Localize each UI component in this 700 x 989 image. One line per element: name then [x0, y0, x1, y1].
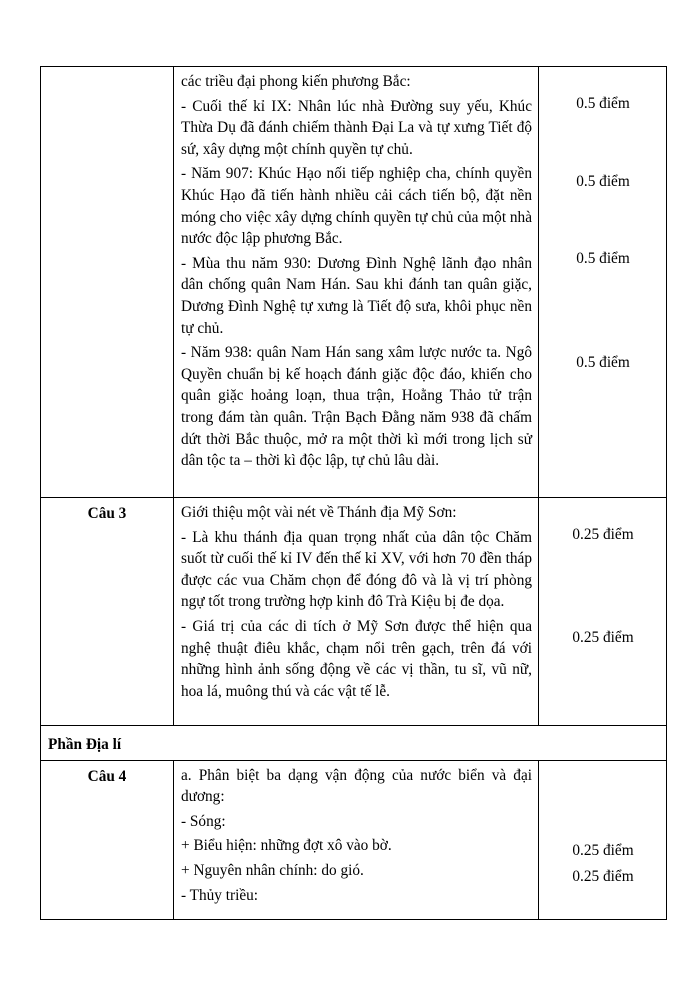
answer-line: - Thủy triều:: [181, 886, 259, 904]
score-value: 0.25 điểm: [572, 841, 634, 859]
score-value: 0.25 điểm: [572, 526, 634, 543]
score-value: 0.5 điểm: [576, 250, 630, 267]
answer-line: - Mùa thu năm 930: Dương Đình Nghệ lãnh đạo nhân dân chống quân Nam Hán. Sau khi đánh tan quân giặc, Dương Đình Nghệ tự xưng là Tiết độ sưa, khôi phục nền tự chủ.: [181, 254, 532, 337]
answer-line: các triều đại phong kiến phương Bắc:: [181, 73, 411, 90]
answer-line: - Sóng:: [181, 812, 226, 830]
table-row-question-4: [41, 760, 667, 919]
score-value: 0.5 điểm: [576, 173, 630, 190]
score-value: 0.5 điểm: [576, 354, 630, 371]
score-value: 0.25 điểm: [572, 629, 634, 646]
table-row-question-3: [41, 498, 667, 726]
question-label-cell: [41, 67, 174, 498]
score-value: 0.5 điểm: [576, 95, 630, 112]
answer-line: Giới thiệu một vài nét về Thánh địa Mỹ Sơn:: [181, 504, 457, 521]
table-row-continuation: [41, 67, 667, 498]
score-cell: [539, 498, 667, 726]
question-label: Câu 4: [41, 760, 174, 919]
answer-content-cell: [174, 498, 539, 726]
answer-line: - Giá trị của các di tích ở Mỹ Sơn được thể hiện qua nghệ thuật điêu khắc, chạm nổi trên gạch, trên đá với những hình ảnh sống động về các vị thần, tu sĩ, vũ nữ, hoa lá, muông thú và các vật tế lễ.: [181, 617, 532, 700]
answer-line: - Năm 907: Khúc Hạo nối tiếp nghiệp cha, chính quyền Khúc Hạo đã tiến hành nhiều cải cách tiến bộ, đặt nền móng cho việc xây dựng chính quyền tự chủ của một nhà nước độc lập phương Bắc.: [181, 165, 532, 248]
answer-table: [40, 66, 667, 920]
answer-line: - Năm 938: quân Nam Hán sang xâm lược nước ta. Ngô Quyền chuẩn bị kế hoạch đánh giặc độc đáo, khiến cho quân giặc hoảng loạn, thua trận, Hoằng Thảo tử trận trong đám tàn quân. Trận Bạch Đằng năm 938 đã chấm dứt thời Bắc thuộc, mở ra một thời kì mới trong lịch sử dân tộc ta – thời kì độc lập, tự chủ lâu dài.: [181, 344, 532, 470]
score-cell: [539, 67, 667, 498]
score-value: 0.25 điểm: [572, 867, 634, 885]
score-cell: [539, 760, 667, 919]
answer-line: - Là khu thánh địa quan trọng nhất của dân tộc Chăm suốt từ cuối thế kỉ IV đến thế kỉ XV, với hơn 70 đền tháp được các vua Chăm chọn để đóng đô và là vị trí phòng ngự tốt trong trường hợp kinh đô Trà Kiệu bị đe dọa.: [181, 528, 532, 611]
section-title: Phần Địa lí: [41, 726, 667, 761]
answer-line: + Biểu hiện: những đợt xô vào bờ.: [181, 837, 392, 855]
answer-content-cell: [174, 67, 539, 498]
question-label: Câu 3: [41, 498, 174, 726]
answer-content-cell: [174, 760, 539, 919]
section-header-row: [41, 726, 667, 761]
answer-line: - Cuối thế kỉ IX: Nhân lúc nhà Đường suy yếu, Khúc Thừa Dụ đã đánh chiếm thành Đại La và tự xưng Tiết độ sứ, xây dựng một chính quyền tự chủ.: [181, 97, 532, 158]
answer-line: + Nguyên nhân chính: do gió.: [181, 861, 364, 879]
answer-line: a. Phân biệt ba dạng vận động của nước biển và đại dương:: [181, 766, 532, 806]
